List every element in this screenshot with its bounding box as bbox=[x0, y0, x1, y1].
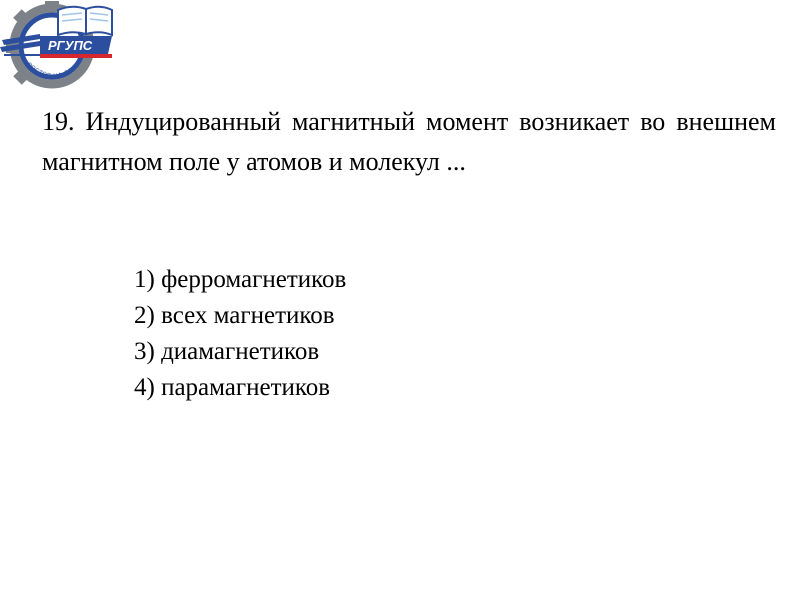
question-text: 19. Индуцированный магнитный момент возникает во внешнем магнитном поле у атомов и молекул ... bbox=[42, 107, 776, 176]
answer-option-1[interactable]: 1) ферромагнетиков bbox=[134, 266, 347, 293]
answer-option-3[interactable]: 3) диамагнетиков bbox=[134, 338, 320, 365]
logo-subtext: РОСТОВ-НА-ДОНУ bbox=[25, 62, 83, 80]
book-icon bbox=[58, 7, 112, 35]
answer-options bbox=[134, 262, 346, 406]
answer-option-2[interactable]: 2) всех магнетиков bbox=[134, 302, 335, 329]
logo-text: РГУПС bbox=[48, 38, 93, 53]
answer-option-4[interactable]: 4) парамагнетиков bbox=[134, 374, 331, 401]
university-logo bbox=[0, 0, 116, 90]
